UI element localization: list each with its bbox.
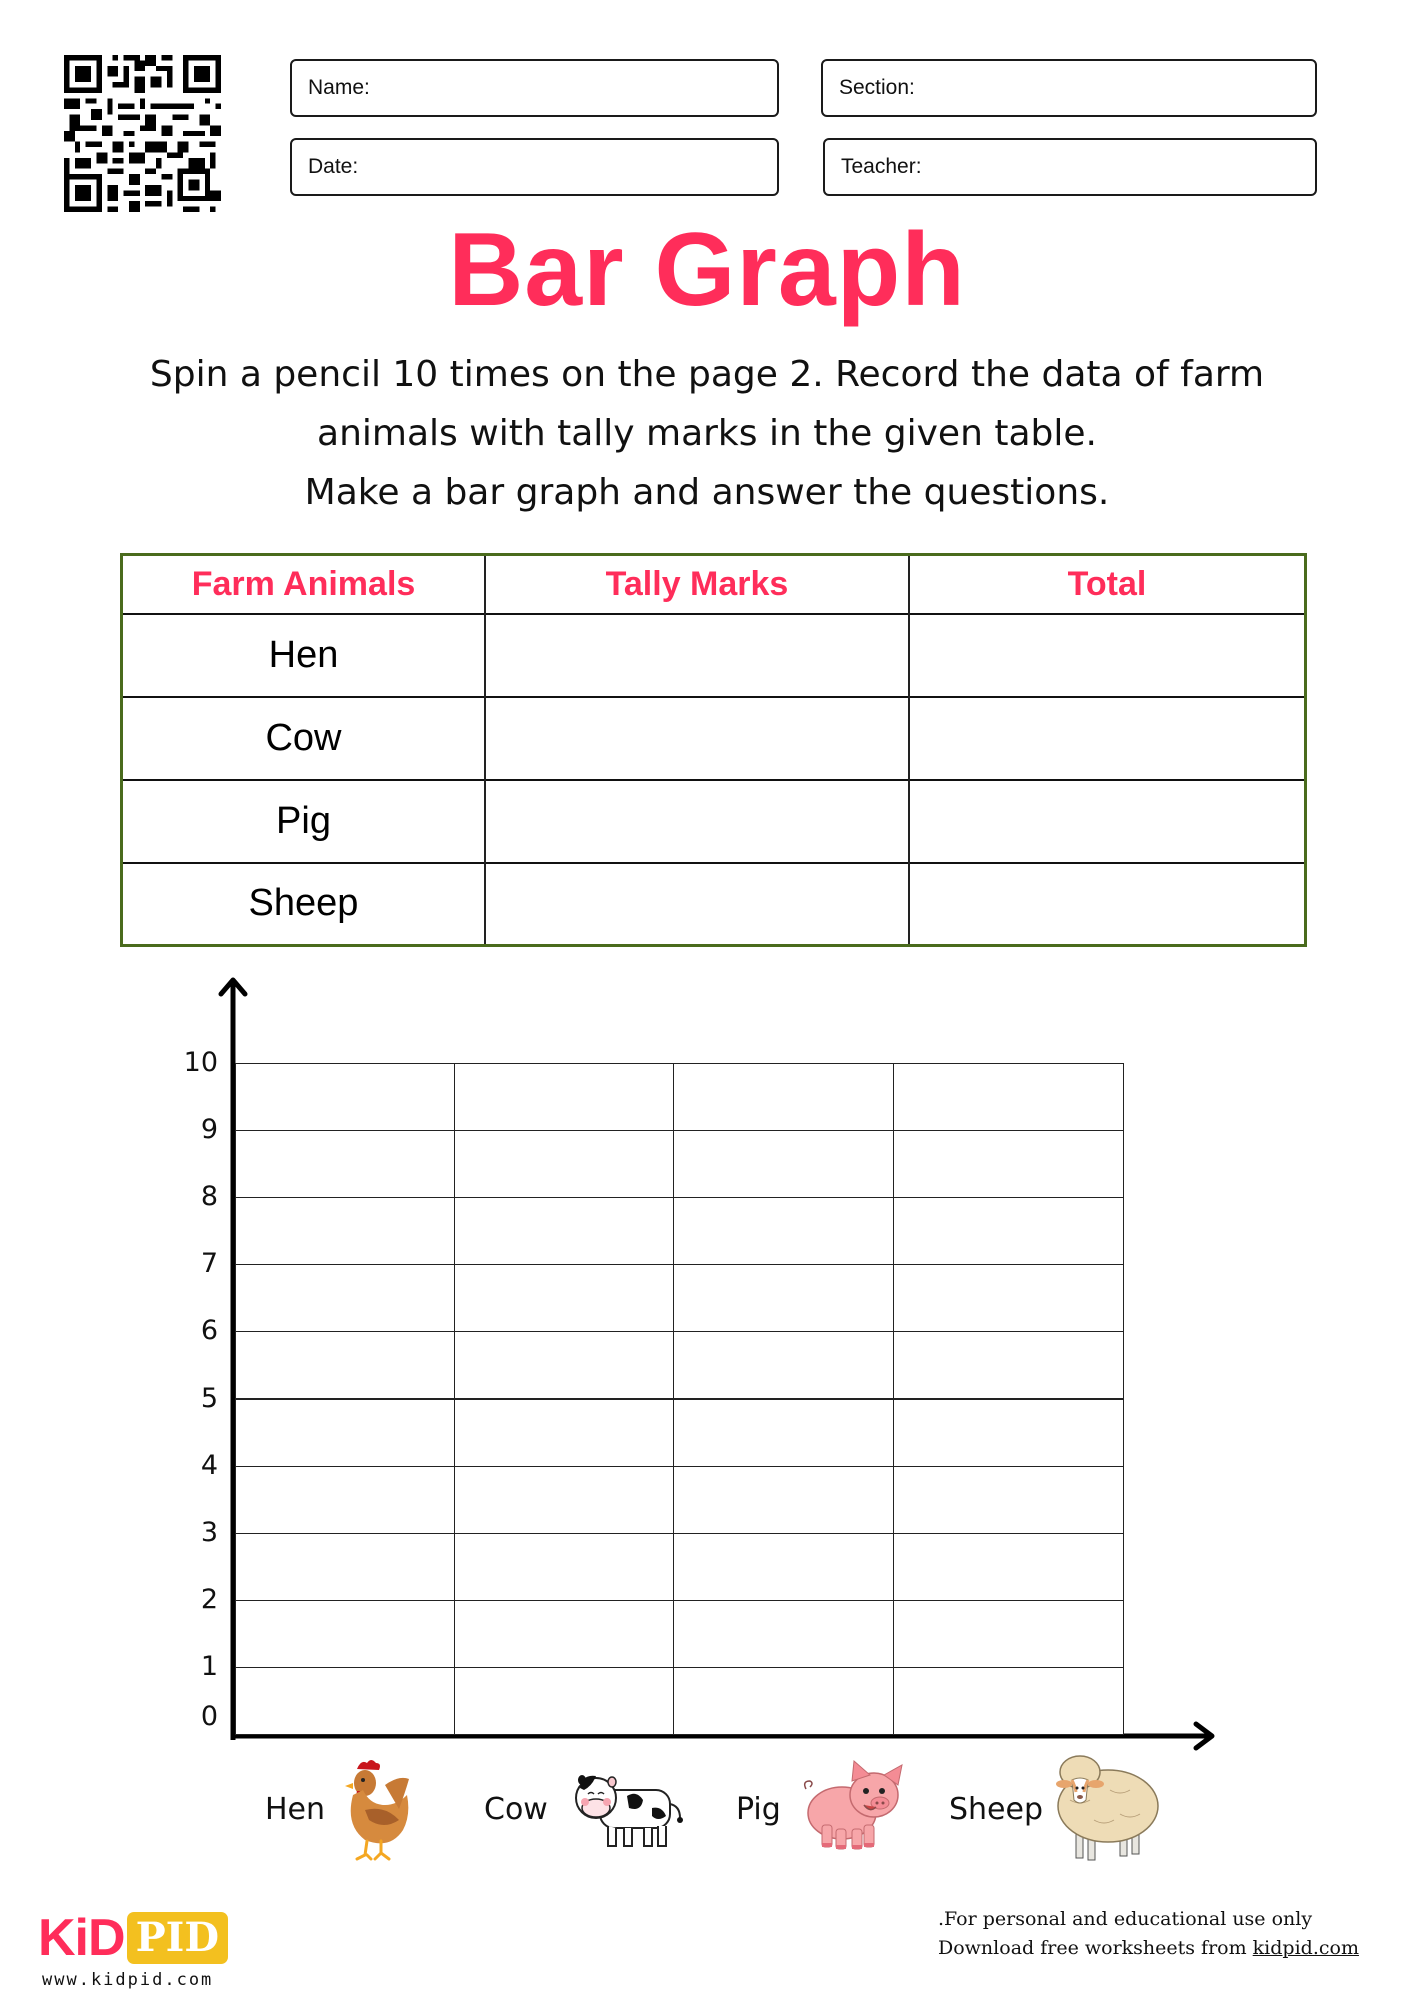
- y-tick-label: 0: [200, 1701, 218, 1732]
- graph-cell-hen[interactable]: [235, 1466, 455, 1534]
- graph-cell-pig[interactable]: [673, 1063, 894, 1131]
- graph-cell-cow[interactable]: [454, 1600, 674, 1668]
- date-field-label: Date:: [308, 155, 359, 178]
- graph-cell-hen[interactable]: [235, 1197, 455, 1265]
- instructions: [0, 345, 1414, 522]
- graph-cell-pig[interactable]: [673, 1600, 894, 1668]
- graph-cell-pig[interactable]: [673, 1399, 894, 1467]
- graph-cell-sheep[interactable]: [893, 1399, 1124, 1467]
- animal-cell: Pig: [123, 780, 485, 863]
- table-row: [123, 697, 1304, 780]
- animal-cell: Hen: [123, 614, 485, 697]
- disclaimer-line-2: [938, 1934, 1359, 1963]
- graph-cell-pig[interactable]: [673, 1197, 894, 1265]
- teacher-field[interactable]: [823, 138, 1317, 196]
- cow-icon: [572, 1760, 687, 1864]
- graph-cell-hen[interactable]: [235, 1331, 455, 1399]
- graph-cell-sheep[interactable]: [893, 1331, 1124, 1399]
- y-tick-label: 1: [200, 1650, 218, 1682]
- disclaimer: [938, 1905, 1359, 1963]
- header-farm-animals: Farm Animals: [123, 556, 485, 614]
- date-field[interactable]: [290, 138, 779, 196]
- y-tick-label: 5: [200, 1382, 218, 1414]
- graph-cell-cow[interactable]: [454, 1331, 674, 1399]
- graph-cell-hen[interactable]: [235, 1667, 455, 1735]
- y-tick-label: 7: [200, 1248, 218, 1280]
- y-tick-label: 6: [200, 1315, 218, 1347]
- table-row: [123, 863, 1304, 944]
- graph-cell-pig[interactable]: [673, 1264, 894, 1332]
- logo-kid: KiD: [38, 1909, 125, 1967]
- graph-cell-hen[interactable]: [235, 1063, 455, 1131]
- graph-cell-pig[interactable]: [673, 1667, 894, 1735]
- graph-cell-sheep[interactable]: [893, 1466, 1124, 1534]
- graph-cell-cow[interactable]: [454, 1399, 674, 1467]
- tally-cell[interactable]: [485, 614, 909, 697]
- y-tick-label: 9: [200, 1114, 218, 1146]
- animal-cell: Cow: [123, 697, 485, 780]
- graph-cell-sheep[interactable]: [893, 1197, 1124, 1265]
- animal-cell: Sheep: [123, 863, 485, 944]
- graph-cell-hen[interactable]: [235, 1399, 455, 1467]
- x-axis-arrow-icon: [1196, 1724, 1212, 1748]
- total-cell[interactable]: [909, 614, 1304, 697]
- y-tick-label: 10: [183, 1047, 218, 1078]
- teacher-field-label: Teacher:: [841, 155, 922, 178]
- tally-cell[interactable]: [485, 780, 909, 863]
- graph-cell-cow[interactable]: [454, 1466, 674, 1534]
- graph-cell-sheep[interactable]: [893, 1600, 1124, 1668]
- section-field[interactable]: [821, 59, 1317, 117]
- kidpid-logo[interactable]: [38, 1908, 228, 1990]
- graph-cell-hen[interactable]: [235, 1533, 455, 1601]
- instruction-line: Make a bar graph and answer the questions.: [304, 472, 1110, 513]
- tally-cell[interactable]: [485, 697, 909, 780]
- x-label-hen: Hen: [265, 1792, 326, 1827]
- section-field-label: Section:: [839, 76, 915, 99]
- logo-url: www.kidpid.com: [42, 1970, 214, 1990]
- header-tally-marks: Tally Marks: [485, 556, 909, 614]
- graph-cell-cow[interactable]: [454, 1533, 674, 1601]
- hen-icon: [335, 1755, 415, 1869]
- graph-cell-sheep[interactable]: [893, 1667, 1124, 1735]
- graph-cell-sheep[interactable]: [893, 1063, 1124, 1131]
- table-header-row: [123, 556, 1304, 614]
- graph-cell-sheep[interactable]: [893, 1130, 1124, 1198]
- y-tick-label: 4: [200, 1449, 218, 1481]
- graph-cell-sheep[interactable]: [893, 1264, 1124, 1332]
- graph-cell-cow[interactable]: [454, 1667, 674, 1735]
- kidpid-link[interactable]: kidpid.com: [1252, 1937, 1359, 1959]
- page-title: Bar Graph: [448, 212, 966, 328]
- tally-table: [120, 553, 1307, 947]
- header-total: Total: [909, 556, 1304, 614]
- logo-pid: PID: [127, 1912, 228, 1964]
- name-field-label: Name:: [308, 76, 370, 99]
- total-cell[interactable]: [909, 780, 1304, 863]
- graph-cell-cow[interactable]: [454, 1130, 674, 1198]
- tally-cell[interactable]: [485, 863, 909, 944]
- disclaimer-prefix: Download free worksheets from: [938, 1937, 1253, 1959]
- x-label-sheep: Sheep: [949, 1792, 1044, 1827]
- table-row: [123, 614, 1304, 697]
- graph-cell-pig[interactable]: [673, 1130, 894, 1198]
- graph-cell-sheep[interactable]: [893, 1533, 1124, 1601]
- graph-cell-hen[interactable]: [235, 1600, 455, 1668]
- sheep-icon: [1050, 1750, 1165, 1869]
- graph-cell-pig[interactable]: [673, 1466, 894, 1534]
- graph-cell-pig[interactable]: [673, 1331, 894, 1399]
- graph-cell-pig[interactable]: [673, 1533, 894, 1601]
- qr-code-icon: [64, 55, 221, 212]
- instruction-line: animals with tally marks in the given table.: [317, 413, 1097, 454]
- graph-cell-hen[interactable]: [235, 1130, 455, 1198]
- x-label-pig: Pig: [736, 1792, 781, 1827]
- total-cell[interactable]: [909, 697, 1304, 780]
- instruction-line: Spin a pencil 10 times on the page 2. Record the data of farm: [149, 354, 1265, 395]
- y-tick-label: 3: [200, 1516, 218, 1548]
- y-axis-arrow-icon: [221, 980, 245, 994]
- graph-cell-hen[interactable]: [235, 1264, 455, 1332]
- disclaimer-line-1: .For personal and educational use only: [938, 1908, 1313, 1930]
- y-tick-label: 2: [200, 1583, 218, 1615]
- name-field[interactable]: [290, 59, 779, 117]
- y-tick-label: 8: [200, 1181, 218, 1213]
- table-row: [123, 780, 1304, 863]
- pig-icon: [800, 1755, 910, 1864]
- graph-cell-cow[interactable]: [454, 1264, 674, 1332]
- graph-cell-cow[interactable]: [454, 1063, 674, 1131]
- x-label-cow: Cow: [484, 1792, 548, 1827]
- graph-cell-cow[interactable]: [454, 1197, 674, 1265]
- total-cell[interactable]: [909, 863, 1304, 944]
